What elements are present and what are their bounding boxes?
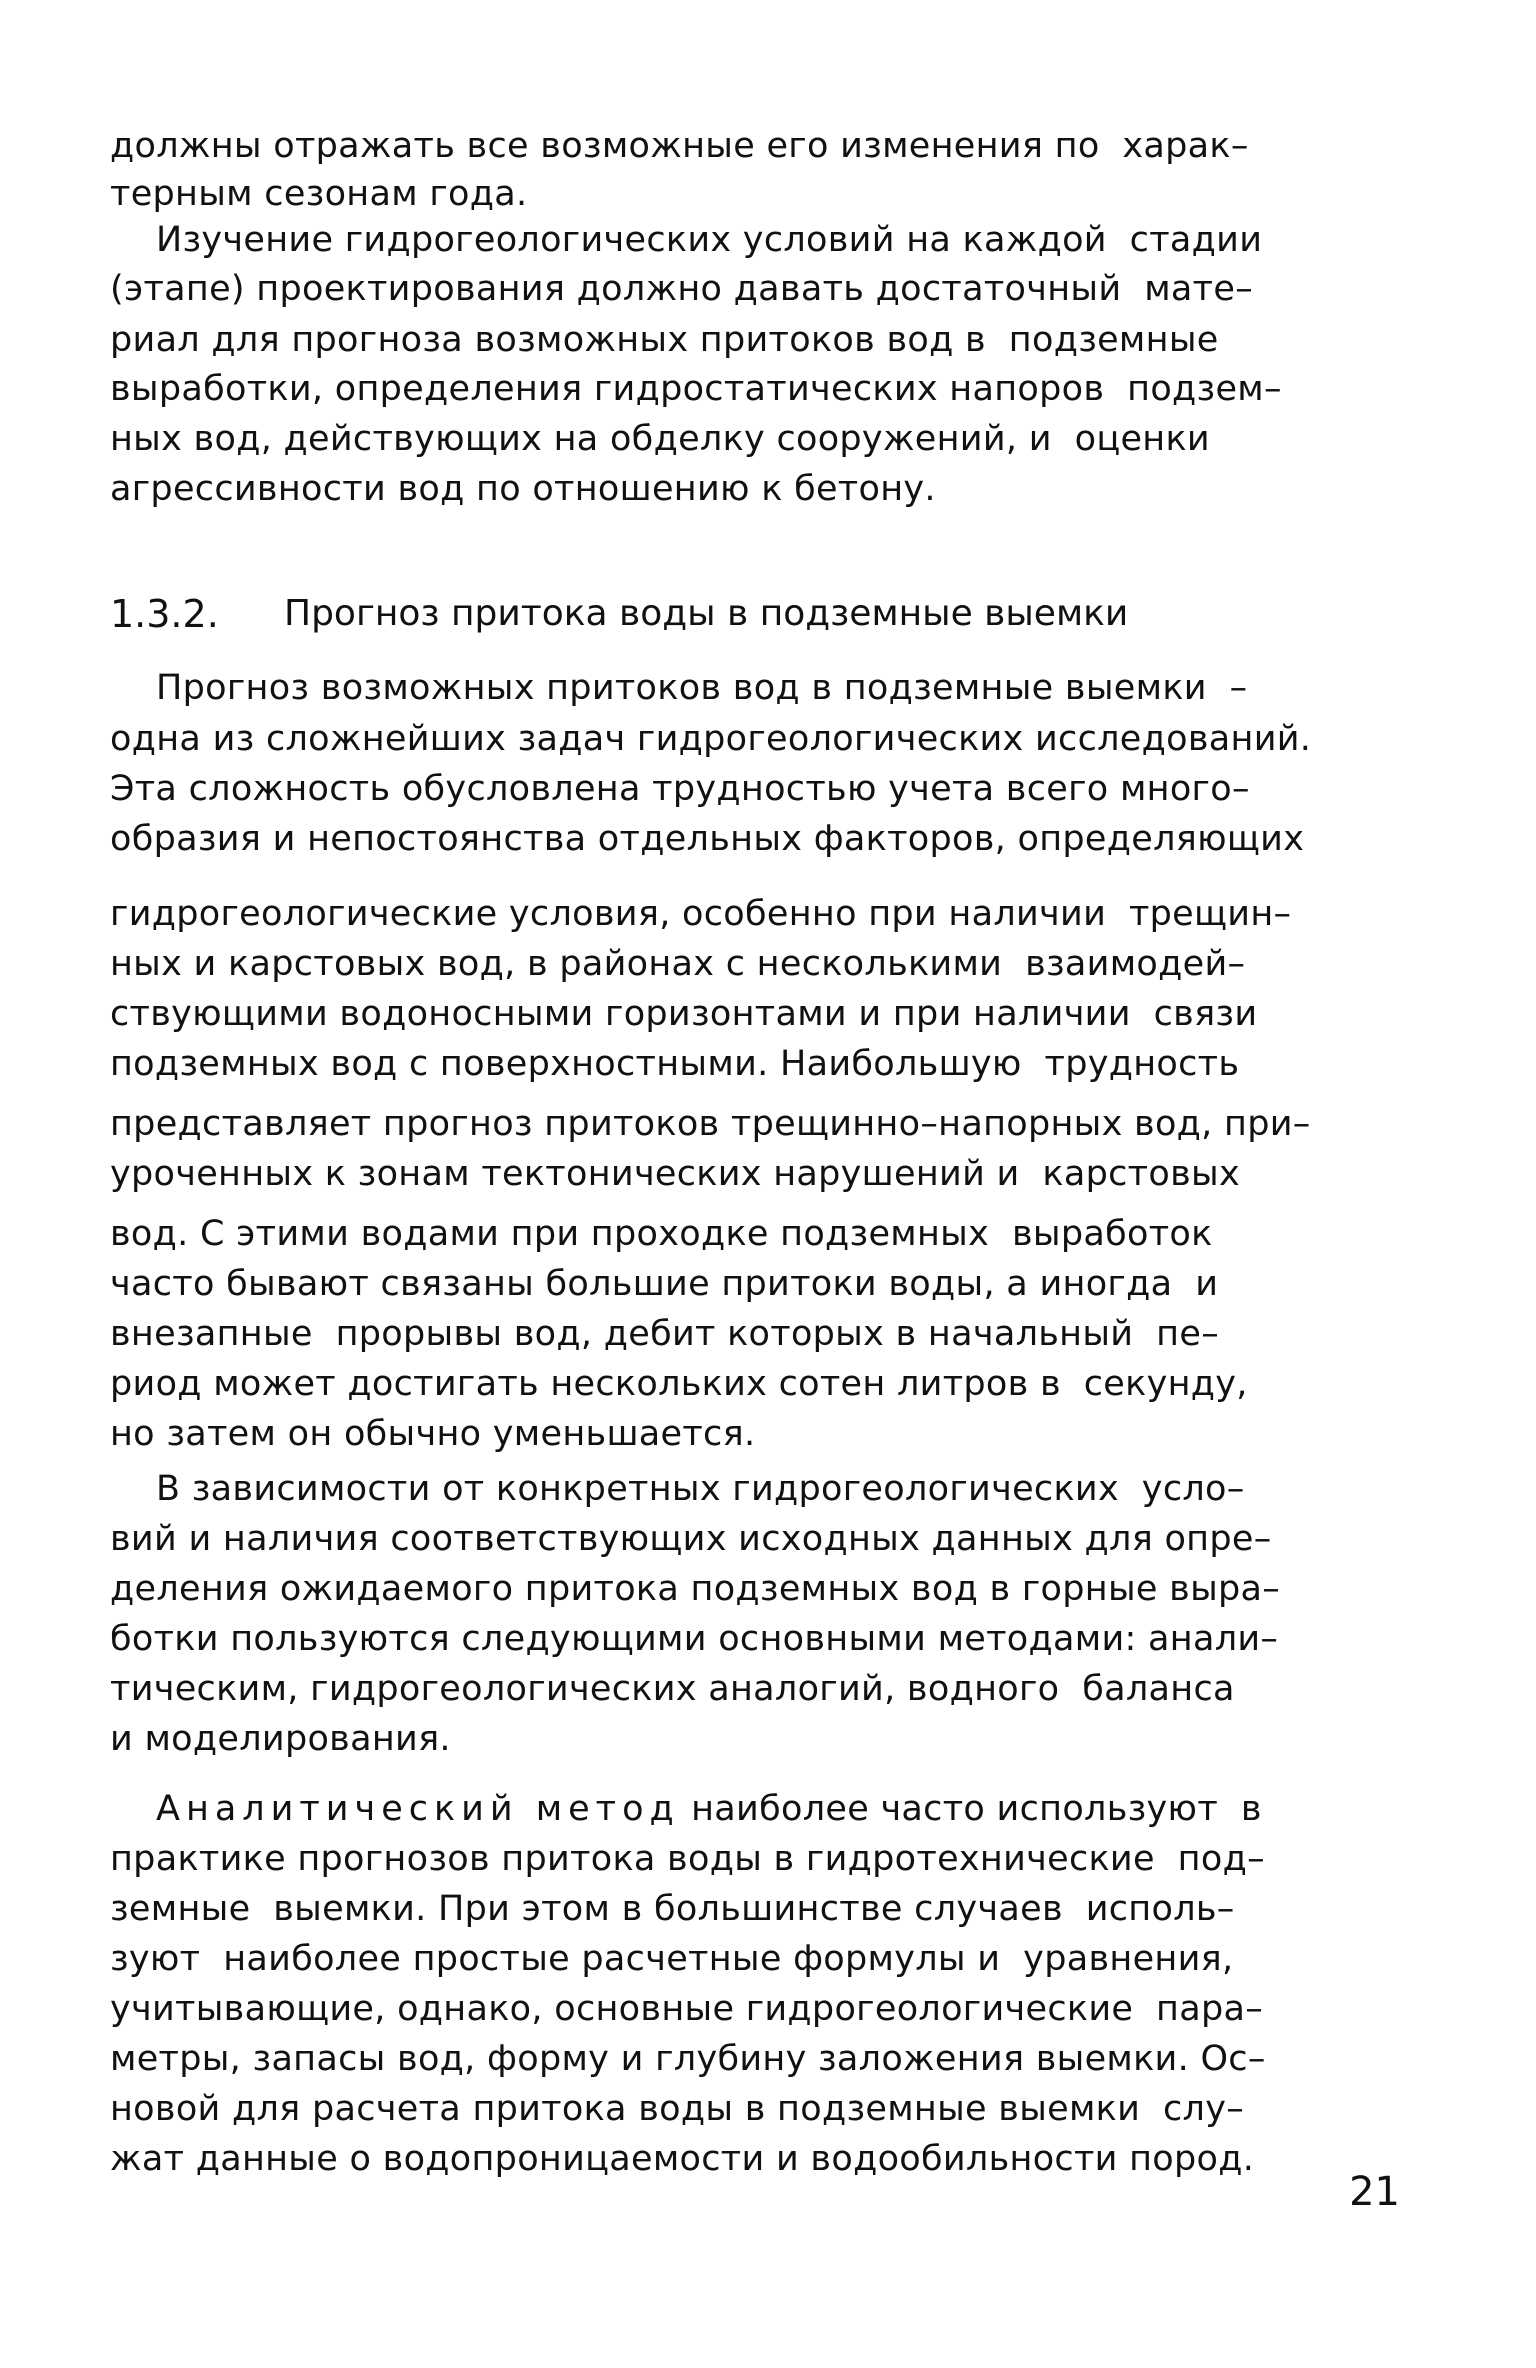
text-line: (этапе) проектирования должно давать достаточный мате– bbox=[110, 269, 1253, 309]
text-line: ствующими водоносными горизонтами и при наличии связи bbox=[110, 994, 1258, 1034]
text-line: вий и наличия соответствующих исходных данных для опре– bbox=[110, 1519, 1272, 1559]
section-title: Прогноз притока воды в подземные выемки bbox=[284, 593, 1129, 634]
text-line: риал для прогноза возможных притоков вод в подземные bbox=[110, 320, 1219, 360]
text-line: зуют наиболее простые расчетные формулы и уравнения, bbox=[110, 1939, 1234, 1979]
text-line: гидрогеологические условия, особенно при наличии трещин– bbox=[110, 894, 1292, 934]
text-line: должны отражать все возможные его изменения по харак– bbox=[110, 126, 1249, 166]
text-line: деления ожидаемого притока подземных вод в горные выра– bbox=[110, 1569, 1281, 1609]
text-line: земные выемки. При этом в большинстве случаев исполь– bbox=[110, 1889, 1235, 1929]
text-line: внезапные прорывы вод, дебит которых в начальный пе– bbox=[110, 1314, 1219, 1354]
text-line: риод может достигать нескольких сотен литров в секунду, bbox=[110, 1364, 1248, 1404]
text-line: Эта сложность обусловлена трудностью учета всего много– bbox=[110, 769, 1250, 809]
text-line: ных вод, действующих на обделку сооружений, и оценки bbox=[110, 419, 1210, 459]
text-line: жат данные о водопроницаемости и водообильности пород. bbox=[110, 2139, 1255, 2179]
text-line: вод. С этими водами при проходке подземных выработок bbox=[110, 1214, 1213, 1254]
text-line: тическим, гидрогеологических аналогий, водного баланса bbox=[110, 1669, 1235, 1709]
text-line: Прогноз возможных притоков вод в подземные выемки – bbox=[156, 668, 1248, 708]
text-line: представляет прогноз притоков трещинно–напорных вод, при– bbox=[110, 1104, 1311, 1144]
text-line: и моделирования. bbox=[110, 1719, 451, 1759]
text-line: ных и карстовых вод, в районах с несколькими взаимодей– bbox=[110, 944, 1246, 984]
section-number: 1.3.2. bbox=[110, 592, 219, 636]
text-line: выработки, определения гидростатических напоров подзем– bbox=[110, 369, 1282, 409]
text-line: В зависимости от конкретных гидрогеологических усло– bbox=[156, 1469, 1245, 1509]
text-line: агрессивности вод по отношению к бетону. bbox=[110, 469, 936, 509]
text-line: Изучение гидрогеологических условий на каждой стадии bbox=[156, 220, 1263, 260]
text-line: практике прогнозов притока воды в гидротехнические под– bbox=[110, 1839, 1265, 1879]
page-number: 21 bbox=[1349, 2169, 1400, 2215]
text-line: учитывающие, однако, основные гидрогеологические пара– bbox=[110, 1989, 1264, 2029]
text-line: метры, запасы вод, форму и глубину заложения выемки. Ос– bbox=[110, 2039, 1266, 2079]
text-line: ботки пользуются следующими основными методами: анали– bbox=[110, 1619, 1279, 1659]
text-line: новой для расчета притока воды в подземные выемки слу– bbox=[110, 2089, 1245, 2129]
text-line: одна из сложнейших задач гидрогеологических исследований. bbox=[110, 719, 1312, 759]
spaced-term: Аналитический метод bbox=[156, 1789, 680, 1829]
text-line: терным сезонам года. bbox=[110, 174, 528, 214]
text-line: подземных вод с поверхностными. Наибольшую трудность bbox=[110, 1044, 1240, 1084]
text-line: уроченных к зонам тектонических нарушений и карстовых bbox=[110, 1154, 1240, 1194]
text-line-lead bbox=[110, 1785, 1410, 1833]
text-line: часто бывают связаны большие притоки воды, а иногда и bbox=[110, 1264, 1219, 1304]
text-run: наиболее часто используют в bbox=[679, 1789, 1262, 1829]
text-line: но затем он обычно уменьшается. bbox=[110, 1414, 756, 1454]
text-line: образия и непостоянства отдельных факторов, определяющих bbox=[110, 819, 1305, 859]
